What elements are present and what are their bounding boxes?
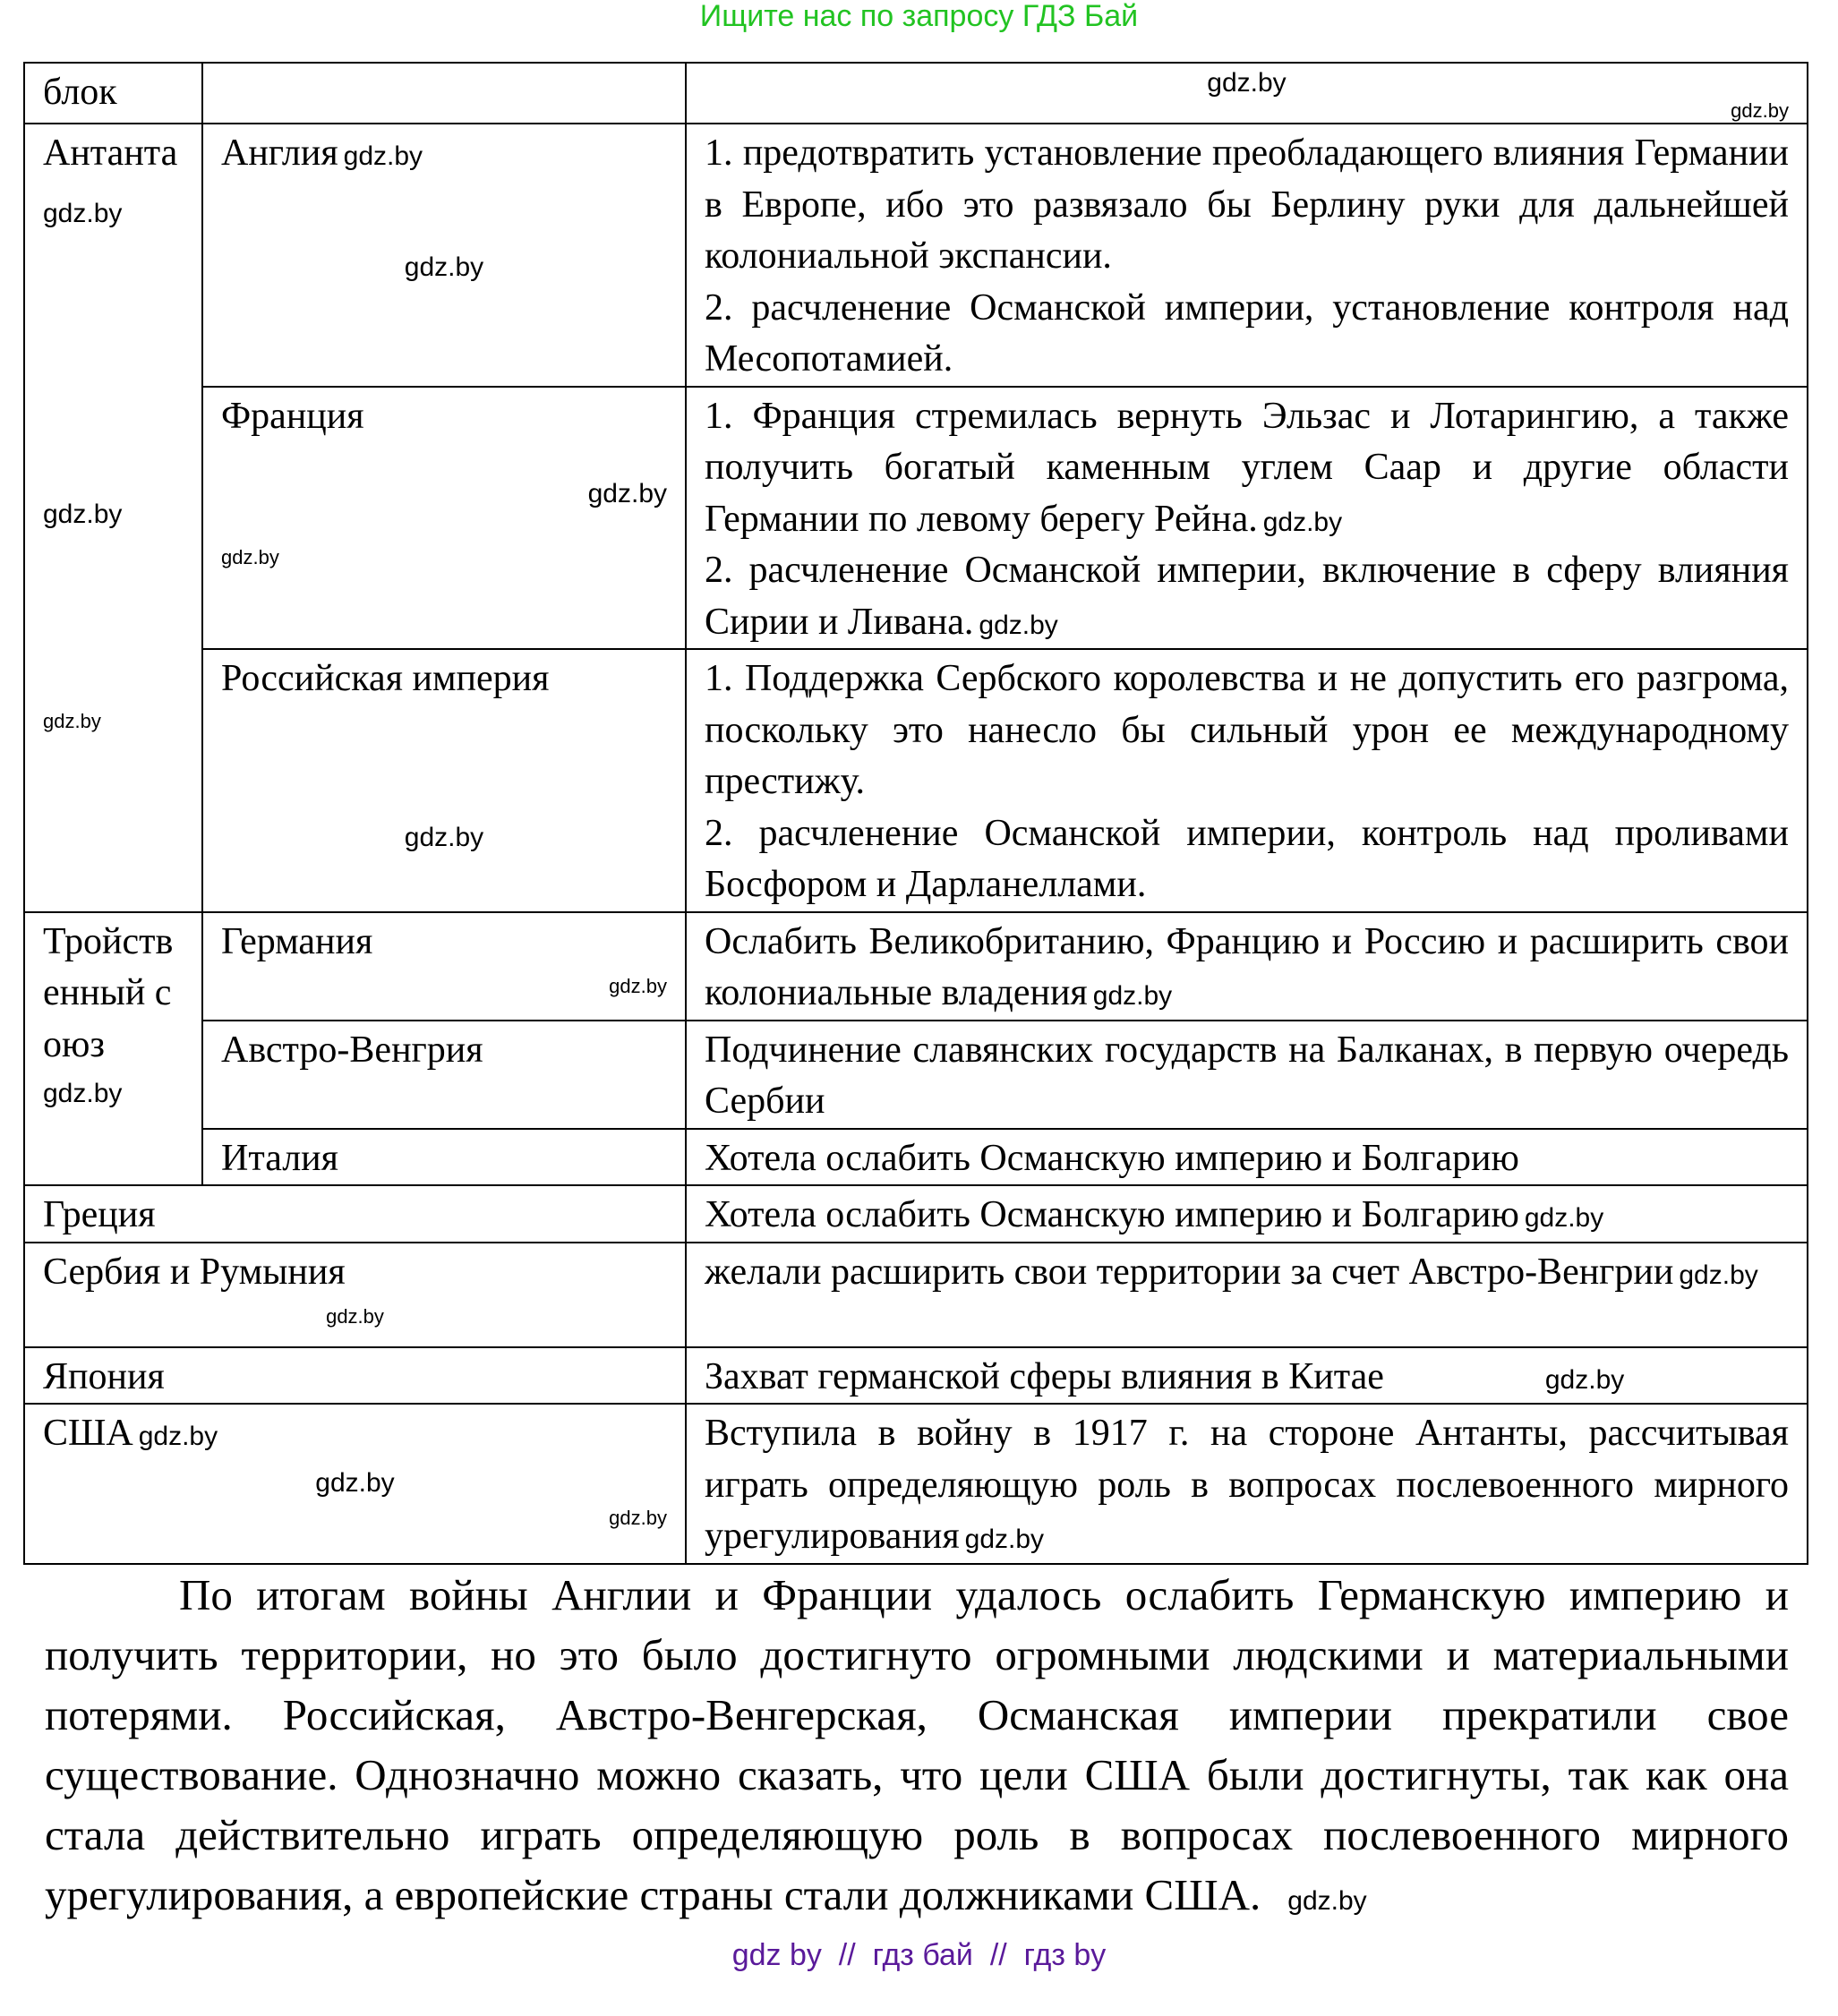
bloc-cell — [24, 912, 202, 1186]
goal-text — [705, 545, 1789, 648]
goals-cell — [686, 1243, 1808, 1347]
goals-table — [23, 62, 1808, 1565]
watermark: gdz.by — [1544, 1364, 1625, 1395]
watermark: gdz.by — [43, 499, 123, 529]
country-label: Сербия и Румыния — [43, 1251, 346, 1293]
table-row — [24, 649, 1808, 912]
watermark: gdz.by — [43, 1079, 123, 1108]
footer-links: gdz by // гдз бай // гдз by — [731, 1937, 1107, 1972]
country-label: Российская империя — [221, 658, 550, 699]
conclusion-paragraph — [45, 1565, 1789, 1925]
goals-cell — [686, 649, 1808, 912]
country-label: Англия — [221, 132, 338, 174]
country-cell: Греция — [24, 1185, 686, 1243]
watermark: gdz.by — [587, 479, 667, 508]
goal-text-1: Хотела ослабить Османскую империю и Болгарию — [705, 1137, 1519, 1179]
table-row — [24, 1185, 1808, 1243]
watermark: gdz.by — [43, 709, 101, 732]
country-cell — [24, 1404, 686, 1564]
goal-text — [705, 1190, 1789, 1242]
table-row — [24, 1129, 1808, 1186]
watermark: gdz.by — [609, 1506, 667, 1529]
goal-text-2: 2. расчленение Османской империи, установление контроля над Месопотамией. — [705, 286, 1789, 380]
table-row — [24, 1021, 1808, 1129]
watermark: gdz.by — [343, 141, 423, 171]
watermark: gdz.by — [1731, 99, 1789, 122]
goal-text-1: желали расширить свои территории за счет Австро-Венгрии — [705, 1251, 1674, 1293]
goals-cell — [686, 124, 1808, 387]
watermark: gdz.by — [43, 198, 123, 228]
watermark: gdz.by — [1679, 1260, 1758, 1290]
goals-cell — [686, 1185, 1808, 1243]
header-goals-cell — [686, 63, 1808, 124]
country-cell — [24, 1243, 686, 1347]
goals-cell — [686, 1347, 1808, 1405]
watermark: gdz.by — [404, 252, 484, 282]
goal-text-1: Вступила в войну в 1917 г. на стороне Антанты, рассчитывая играть определяющую роль в вопросах послевоенного мирного урегулирования — [705, 1413, 1789, 1557]
watermark: gdz.by — [221, 546, 279, 568]
table-row — [24, 1243, 1808, 1347]
table-row — [24, 912, 1808, 1021]
header-bloc: блок — [24, 63, 202, 124]
watermark: gdz.by — [979, 610, 1058, 640]
goals-cell — [686, 912, 1808, 1021]
goals-cell — [686, 387, 1808, 650]
table-row — [24, 1404, 1808, 1564]
table-row — [24, 124, 1808, 387]
header-country — [202, 63, 686, 124]
goal-text — [705, 1352, 1789, 1404]
goals-cell — [686, 1021, 1808, 1129]
goal-text-1: Захват германской сферы влияния в Китае — [705, 1355, 1384, 1397]
goal-text — [705, 391, 1789, 546]
table-row — [24, 387, 1808, 650]
goal-text-2: 2. расчленение Османской империи, контроль над проливами Босфором и Дарланеллами. — [705, 812, 1789, 905]
table-row — [24, 1347, 1808, 1405]
search-banner: Ищите нас по запросу ГДЗ Бай — [699, 0, 1139, 33]
goal-text-1: 1. Поддержка Сербского королевства и не допустить его разгрома, поскольку это нанесло бы сильный урон ее международному престижу. — [705, 658, 1789, 802]
goal-text-1: 1. Франция стремилась вернуть Эльзас и Лотарингию, а также получить богатый каменным углем Саар и другие области Германии по левому берегу Рейна. — [705, 395, 1789, 540]
watermark: gdz.by — [404, 822, 484, 852]
country-label: США — [43, 1413, 133, 1454]
goal-text-1: Ослабить Великобританию, Францию и Россию и расширить свои колониальные владения — [705, 920, 1789, 1013]
goal-text — [705, 1025, 1789, 1128]
goal-text-1: Подчинение славянских государств на Балканах, в первую очередь Сербии — [705, 1029, 1789, 1122]
bloc-label: Тройственный союз — [43, 920, 174, 1065]
goals-cell — [686, 1129, 1808, 1186]
goals-cell — [686, 1404, 1808, 1564]
country-cell — [202, 124, 686, 387]
country-label: Франция — [221, 395, 364, 437]
country-label: Германия — [221, 920, 373, 962]
goal-text — [705, 917, 1789, 1020]
table-header-row — [24, 63, 1808, 124]
watermark: gdz.by — [609, 975, 667, 997]
goal-text — [705, 808, 1789, 911]
country-cell: Япония — [24, 1347, 686, 1405]
country-cell: Италия — [202, 1129, 686, 1186]
watermark: gdz.by — [138, 1422, 218, 1451]
goal-text — [705, 283, 1789, 386]
goal-text-1: Хотела ослабить Османскую империю и Болгарию — [705, 1194, 1519, 1235]
goal-text — [705, 653, 1789, 808]
goal-text — [705, 1133, 1789, 1185]
watermark: gdz.by — [326, 1305, 384, 1328]
bloc-cell — [24, 124, 202, 912]
watermark: gdz.by — [315, 1467, 395, 1498]
watermark: gdz.by — [1092, 981, 1173, 1011]
goal-text — [705, 1408, 1789, 1563]
watermark: gdz.by — [1262, 507, 1343, 537]
country-cell — [202, 649, 686, 912]
country-cell — [202, 387, 686, 650]
watermark: gdz.by — [964, 1525, 1045, 1554]
watermark: gdz.by — [1287, 1885, 1367, 1916]
country-cell: Австро-Венгрия — [202, 1021, 686, 1129]
country-cell — [202, 912, 686, 1021]
goal-text-1: 1. предотвратить установление преобладающего влияния Германии в Европе, ибо это развязало бы Берлину руки для дальнейшей колониальной экспансии. — [705, 132, 1789, 277]
goal-text — [705, 128, 1789, 283]
goal-text — [705, 1247, 1789, 1299]
conclusion-text: По итогам войны Англии и Франции удалось ослабить Германскую империю и получить территории, но это было достигнуто огромными людскими и материальными потерями. Российская, Австро-Венгерская, Османская империи прекратили свое существование. Однозначно можно сказать, что цели США были достигнуты, так как она стала действительно играть определяющую роль в вопросах послевоенного мирного урегулирования, а европейские страны стали должниками США. — [45, 1569, 1789, 1919]
bloc-label: Антанта — [43, 132, 178, 174]
goal-text-2: 2. расчленение Османской империи, включение в сферу влияния Сирии и Ливана. — [705, 550, 1789, 643]
watermark: gdz.by — [1207, 68, 1287, 98]
watermark: gdz.by — [1524, 1203, 1604, 1233]
